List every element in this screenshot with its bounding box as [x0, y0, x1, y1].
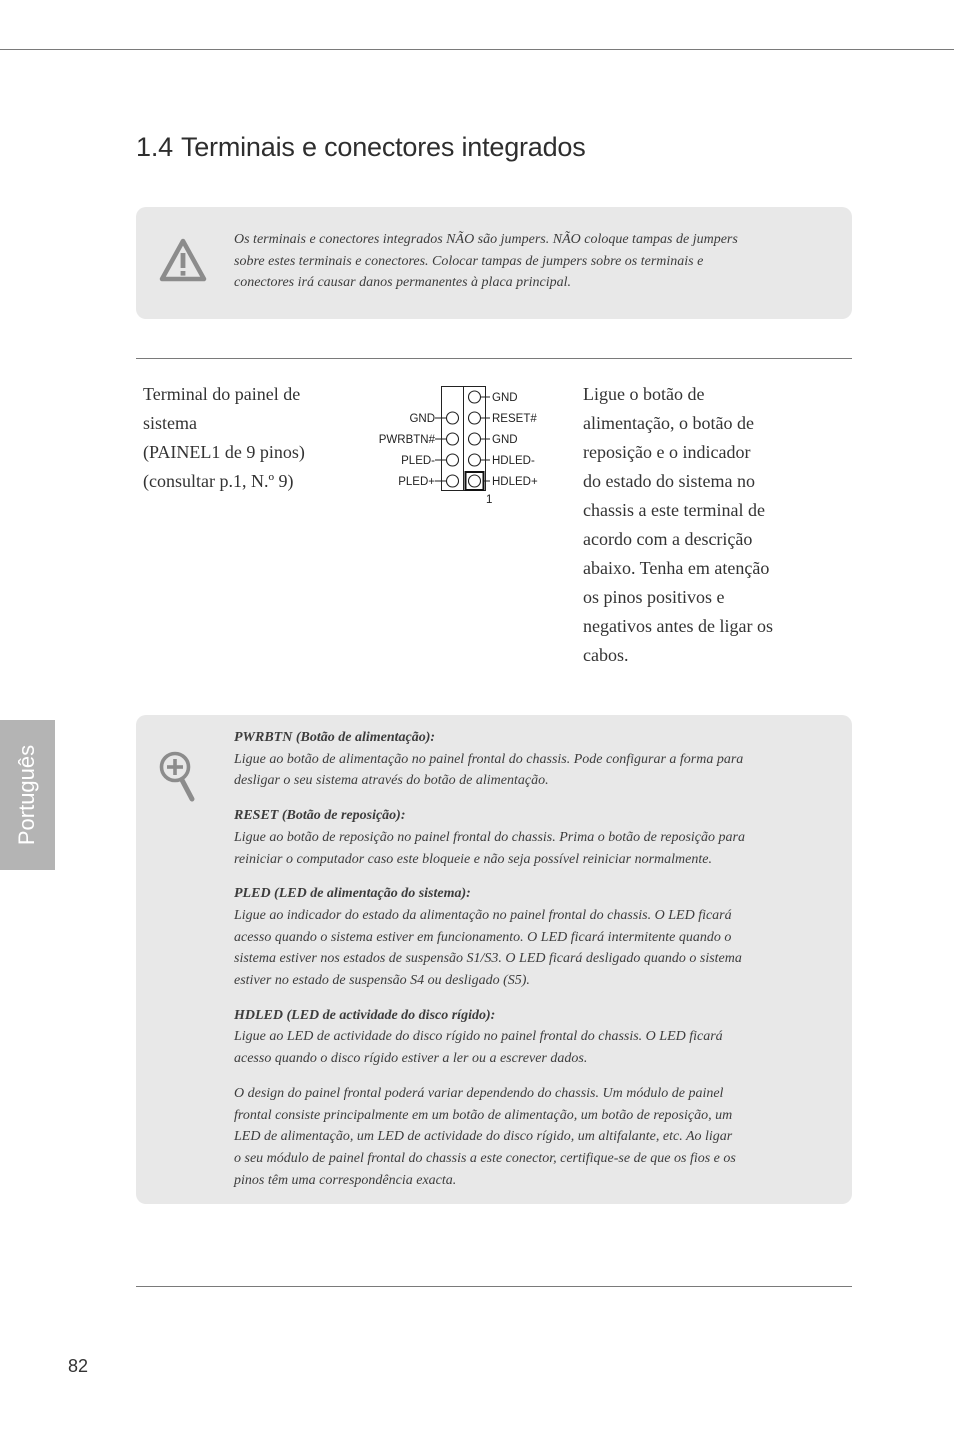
- section-title: Terminais e conectores integrados: [180, 132, 586, 162]
- pin-label-right: GND: [492, 392, 518, 404]
- info-section-reset: [234, 805, 779, 870]
- pin-header-diagram: [368, 384, 558, 510]
- language-side-tab: [0, 720, 55, 870]
- section-line: Ligue ao botão de alimentação no painel frontal do chassis. Pode configurar a forma para: [234, 751, 744, 767]
- warning-line: conectores irá causar danos permanentes à placa principal.: [234, 275, 571, 290]
- info-section-pled: [234, 883, 779, 992]
- footer-rule: [136, 1286, 852, 1287]
- description-line: os pinos positivos e: [583, 587, 725, 607]
- section-line: estiver no estado de suspensão S4 ou desligado (S5).: [234, 973, 530, 989]
- terminal-label-line: Terminal do painel de: [143, 384, 301, 404]
- section-line: Ligue ao indicador do estado da alimentação no painel frontal do chassis. O LED ficará: [234, 907, 732, 923]
- right-pin-gnd-top: [469, 391, 491, 403]
- terminal-label-line: (consultar p.1, N.º 9): [143, 471, 294, 491]
- pin-label-left: PLED+: [398, 476, 435, 488]
- section-number: 1.4: [136, 132, 173, 162]
- magnifier-plus-icon: [158, 750, 198, 802]
- info-closing-note: [234, 1083, 779, 1192]
- warning-text: [234, 229, 794, 294]
- closing-line: pinos têm uma correspondência exacta.: [234, 1172, 457, 1188]
- section-line: acesso quando o sistema estiver em funcionamento. O LED ficará intermitente quando o: [234, 929, 732, 945]
- info-content: [234, 727, 779, 1204]
- pin-label-right: HDLED-: [492, 455, 535, 467]
- terminal-label-line: (PAINEL1 de 9 pinos): [143, 442, 305, 462]
- description-line: chassis a este terminal de: [583, 500, 765, 520]
- info-section-hdled: [234, 1005, 779, 1070]
- info-box: [136, 715, 852, 1204]
- description-line: cabos.: [583, 645, 629, 665]
- terminal-label-line: sistema: [143, 413, 197, 433]
- description-line: negativos antes de ligar os: [583, 616, 773, 636]
- section-heading: RESET (Botão de reposição):: [234, 808, 406, 824]
- warning-triangle-icon: [158, 237, 208, 283]
- pin-label-left: PWRBTN#: [378, 434, 435, 446]
- pin-label-right: GND: [492, 434, 518, 446]
- description-line: do estado do sistema no: [583, 471, 755, 491]
- section-divider: [136, 358, 852, 359]
- terminal-label: [143, 380, 343, 496]
- warning-box: [136, 207, 852, 319]
- section-heading: HDLED (LED de actividade do disco rígido):: [234, 1007, 496, 1023]
- right-pin-reset: [469, 412, 491, 424]
- pin1-marker: 1: [486, 494, 493, 506]
- section-line: Ligue ao botão de reposição no painel frontal do chassis. Prima o botão de reposição para: [234, 829, 745, 845]
- closing-line: O design do painel frontal poderá variar dependendo do chassis. Um módulo de painel: [234, 1085, 724, 1101]
- description-line: reposição e o indicador: [583, 442, 751, 462]
- section-heading: PWRBTN (Botão de alimentação):: [234, 730, 436, 745]
- description-line: abaixo. Tenha em atenção: [583, 558, 770, 578]
- pin-label-left: GND: [409, 413, 435, 425]
- description-line: alimentação, o botão de: [583, 413, 754, 433]
- closing-line: LED de alimentação, um LED de actividade do disco rígido, um altifalante, etc. Ao ligar: [234, 1129, 733, 1145]
- top-rule: [0, 49, 954, 50]
- section-line: sistema estiver nos estados de suspensão S1/S3. O LED ficará desligado quando o sistema: [234, 951, 742, 967]
- description-line: Ligue o botão de: [583, 384, 705, 404]
- language-tab-label: Português: [14, 744, 39, 846]
- pin-label-right: HDLED+: [492, 476, 538, 488]
- pin-label-right: RESET#: [492, 413, 537, 425]
- description-line: acordo com a descrição: [583, 529, 753, 549]
- section-line: acesso quando o disco rígido estiver a ler ou a escrever dados.: [234, 1051, 588, 1067]
- terminal-description: [583, 380, 788, 670]
- pin-label-left: PLED-: [401, 455, 435, 467]
- page-title: [136, 132, 586, 163]
- closing-line: o seu módulo de painel frontal do chassis a este conector, certifique-se de que os fios e os: [234, 1150, 736, 1166]
- section-line: Ligue ao LED de actividade do disco rígido no painel frontal do chassis. O LED ficará: [234, 1029, 723, 1045]
- right-pin-gnd: [469, 433, 491, 445]
- warning-line: Os terminais e conectores integrados NÃO são jumpers. NÃO coloque tampas de jumpers: [234, 232, 738, 247]
- section-line: desligar o seu sistema através do botão de alimentação.: [234, 773, 549, 789]
- page-number: 82: [68, 1356, 89, 1376]
- section-heading: PLED (LED de alimentação do sistema):: [234, 886, 471, 902]
- closing-line: frontal consiste principalmente em um botão de alimentação, um botão de reposição, um: [234, 1107, 733, 1123]
- section-line: reiniciar o computador caso este bloqueie e não seja possível reiniciar normalmente.: [234, 851, 712, 867]
- warning-line: sobre estes terminais e conectores. Colocar tampas de jumpers sobre os terminais e: [234, 253, 704, 269]
- right-pin-hdled-minus: [469, 454, 491, 466]
- info-section-pwrbtn: [234, 727, 779, 792]
